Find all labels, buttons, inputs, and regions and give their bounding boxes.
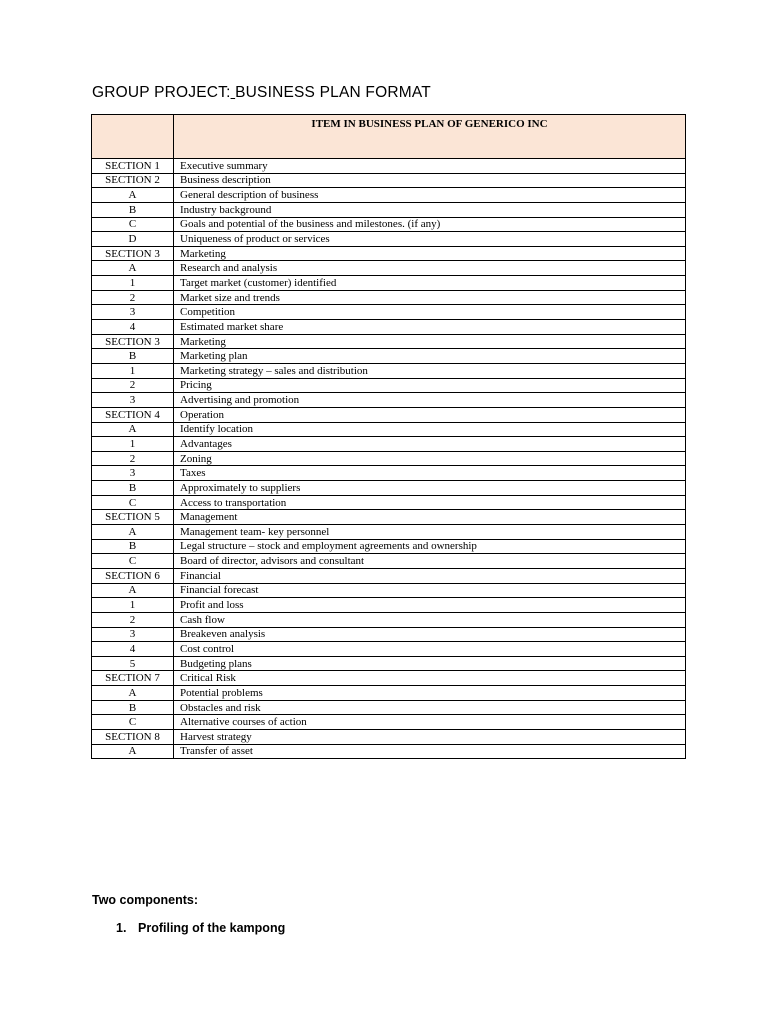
row-code-cell: SECTION 2 [92,173,174,188]
row-item-cell: Potential problems [174,686,686,701]
document-title [92,84,431,102]
row-item-cell: Competition [174,305,686,320]
row-code-cell: SECTION 6 [92,568,174,583]
table-row [92,744,686,759]
components-heading: Two components: [92,893,199,907]
row-code-cell: 2 [92,378,174,393]
component-number: 1. [116,921,127,935]
table-row [92,525,686,540]
row-code-cell: B [92,481,174,496]
row-item-cell: Management team- key personnel [174,525,686,540]
table-row [92,349,686,364]
row-item-cell: Identify location [174,422,686,437]
row-item-cell: Financial [174,568,686,583]
table-row [92,363,686,378]
table-row [92,642,686,657]
table-row [92,612,686,627]
row-code-cell: B [92,700,174,715]
row-item-cell: Advantages [174,437,686,452]
row-item-cell: Industry background [174,202,686,217]
row-code-cell: A [92,525,174,540]
row-code-cell: 4 [92,642,174,657]
table-row [92,568,686,583]
row-code-cell: A [92,744,174,759]
table-row [92,671,686,686]
row-code-cell: 3 [92,305,174,320]
row-item-cell: Zoning [174,451,686,466]
table-row [92,320,686,335]
component-list-item [116,921,285,935]
row-code-cell: 4 [92,320,174,335]
row-code-cell: SECTION 1 [92,159,174,174]
table-row [92,173,686,188]
row-item-cell: Critical Risk [174,671,686,686]
table-row [92,686,686,701]
row-item-cell: Budgeting plans [174,656,686,671]
table-row [92,246,686,261]
table-row [92,393,686,408]
table-row [92,729,686,744]
row-item-cell: Target market (customer) identified [174,276,686,291]
row-code-cell: 1 [92,437,174,452]
row-code-cell: 2 [92,612,174,627]
row-item-cell: Executive summary [174,159,686,174]
row-item-cell: Business description [174,173,686,188]
table-row [92,188,686,203]
row-code-cell: 1 [92,363,174,378]
table-row [92,217,686,232]
row-code-cell: D [92,232,174,247]
row-item-cell: Market size and trends [174,290,686,305]
table-row [92,232,686,247]
table-row [92,495,686,510]
row-code-cell: 3 [92,627,174,642]
table-row [92,481,686,496]
table-row [92,656,686,671]
row-item-cell: Alternative courses of action [174,715,686,730]
table-row [92,598,686,613]
table-row [92,510,686,525]
table-row [92,583,686,598]
row-code-cell: SECTION 4 [92,407,174,422]
row-code-cell: A [92,261,174,276]
row-code-cell: A [92,422,174,437]
row-code-cell: 1 [92,598,174,613]
row-code-cell: SECTION 7 [92,671,174,686]
row-code-cell: A [92,188,174,203]
row-code-cell: SECTION 3 [92,246,174,261]
title-rest-part: BUSINESS PLAN FORMAT [235,84,431,101]
row-code-cell: 2 [92,451,174,466]
row-item-cell: Board of director, advisors and consultant [174,554,686,569]
row-item-cell: Marketing [174,246,686,261]
row-item-cell: Financial forecast [174,583,686,598]
row-item-cell: Uniqueness of product or services [174,232,686,247]
row-item-cell: Cash flow [174,612,686,627]
table-row [92,305,686,320]
header-cell-code [92,115,174,159]
row-code-cell: 2 [92,290,174,305]
row-code-cell: B [92,539,174,554]
table-row [92,539,686,554]
row-code-cell: 1 [92,276,174,291]
table-row [92,627,686,642]
table-row [92,334,686,349]
row-code-cell: SECTION 5 [92,510,174,525]
table-row [92,554,686,569]
table-row [92,290,686,305]
table-row [92,700,686,715]
row-item-cell: Harvest strategy [174,729,686,744]
row-code-cell: C [92,715,174,730]
table-row [92,466,686,481]
row-code-cell: A [92,686,174,701]
row-item-cell: Transfer of asset [174,744,686,759]
table-row [92,159,686,174]
row-item-cell: Marketing [174,334,686,349]
table-row [92,276,686,291]
row-item-cell: Marketing strategy – sales and distribution [174,363,686,378]
row-code-cell: C [92,554,174,569]
row-code-cell: 3 [92,393,174,408]
row-code-cell: A [92,583,174,598]
row-item-cell: Research and analysis [174,261,686,276]
row-item-cell: General description of business [174,188,686,203]
row-code-cell: SECTION 3 [92,334,174,349]
title-bold-part: GROUP PROJECT: [92,84,231,101]
component-label: Profiling of the kampong [138,921,286,935]
row-item-cell: Access to transportation [174,495,686,510]
row-item-cell: Taxes [174,466,686,481]
row-item-cell: Profit and loss [174,598,686,613]
row-item-cell: Legal structure – stock and employment agreements and ownership [174,539,686,554]
row-item-cell: Operation [174,407,686,422]
table-row [92,437,686,452]
table-row [92,451,686,466]
row-item-cell: Goals and potential of the business and milestones. (if any) [174,217,686,232]
table-row [92,715,686,730]
row-item-cell: Management [174,510,686,525]
table-row [92,407,686,422]
row-item-cell: Obstacles and risk [174,700,686,715]
table-row [92,422,686,437]
row-item-cell: Approximately to suppliers [174,481,686,496]
row-code-cell: C [92,495,174,510]
table-row [92,261,686,276]
row-item-cell: Estimated market share [174,320,686,335]
row-code-cell: 5 [92,656,174,671]
row-item-cell: Breakeven analysis [174,627,686,642]
business-plan-table [91,114,686,759]
table-body [92,159,686,759]
row-code-cell: C [92,217,174,232]
row-code-cell: B [92,202,174,217]
table-row [92,378,686,393]
table-row [92,202,686,217]
row-item-cell: Advertising and promotion [174,393,686,408]
table-header-row [92,115,686,159]
row-code-cell: SECTION 8 [92,729,174,744]
row-item-cell: Marketing plan [174,349,686,364]
row-item-cell: Pricing [174,378,686,393]
row-code-cell: 3 [92,466,174,481]
row-item-cell: Cost control [174,642,686,657]
header-cell-item: ITEM IN BUSINESS PLAN OF GENERICO INC [174,115,686,159]
row-code-cell: B [92,349,174,364]
